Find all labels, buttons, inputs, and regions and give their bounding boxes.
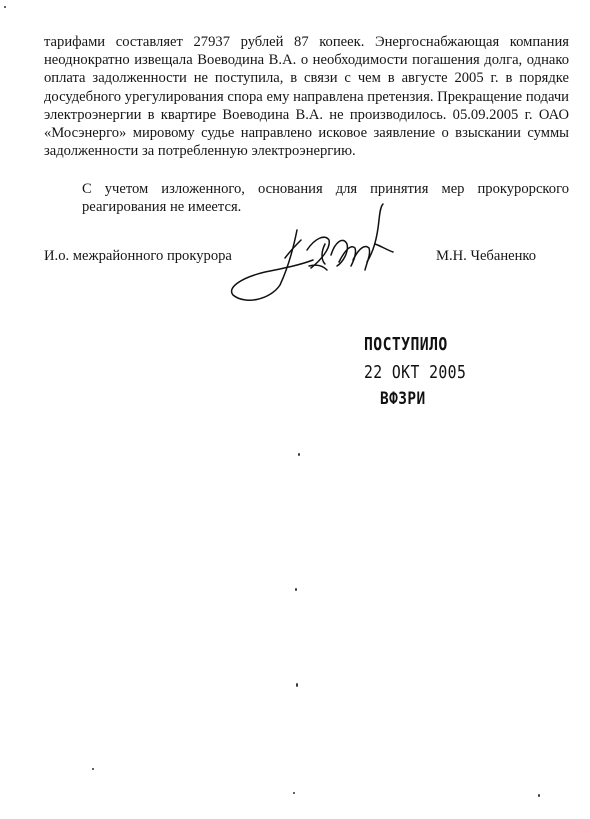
scan-speck bbox=[295, 588, 297, 591]
scan-speck bbox=[4, 6, 6, 8]
body-paragraph-1: тарифами составляет 27937 рублей 87 копеек. Энергоснабжающая компания неоднократно извещала Воеводина В.А. о необходимости погашения долга, однако оплата задолженности не поступила, в связи с чем в августе 2005 г. в порядке досудебного урегулирования спора ему направлена претензия. Прекращение подачи электроэнергии в квартире Воеводина В.А. не производилось. 05.09.2005 г. ОАО «Мосэнерго» мировому судье направлено исковое заявление о взыскании суммы задолженности за потребленную электроэнергию. bbox=[44, 34, 569, 160]
handwritten-signature bbox=[225, 200, 410, 315]
stamp-department: ВФЗРИ bbox=[380, 389, 426, 409]
scan-speck bbox=[296, 683, 298, 687]
stamp-received-label: ПОСТУПИЛО bbox=[364, 334, 448, 355]
body-paragraph-2-text: С учетом изложенного, основания для принятия мер прокурорского реагирования не имеется. bbox=[82, 181, 569, 216]
scan-speck bbox=[298, 453, 300, 456]
stamp-date: 22 ОКТ 2005 bbox=[364, 362, 467, 383]
scan-speck bbox=[92, 768, 94, 770]
scan-speck bbox=[293, 792, 295, 794]
scan-speck bbox=[538, 794, 540, 797]
signatory-title: И.о. межрайонного прокурора bbox=[44, 248, 232, 264]
signatory-name: М.Н. Чебаненко bbox=[436, 248, 537, 264]
